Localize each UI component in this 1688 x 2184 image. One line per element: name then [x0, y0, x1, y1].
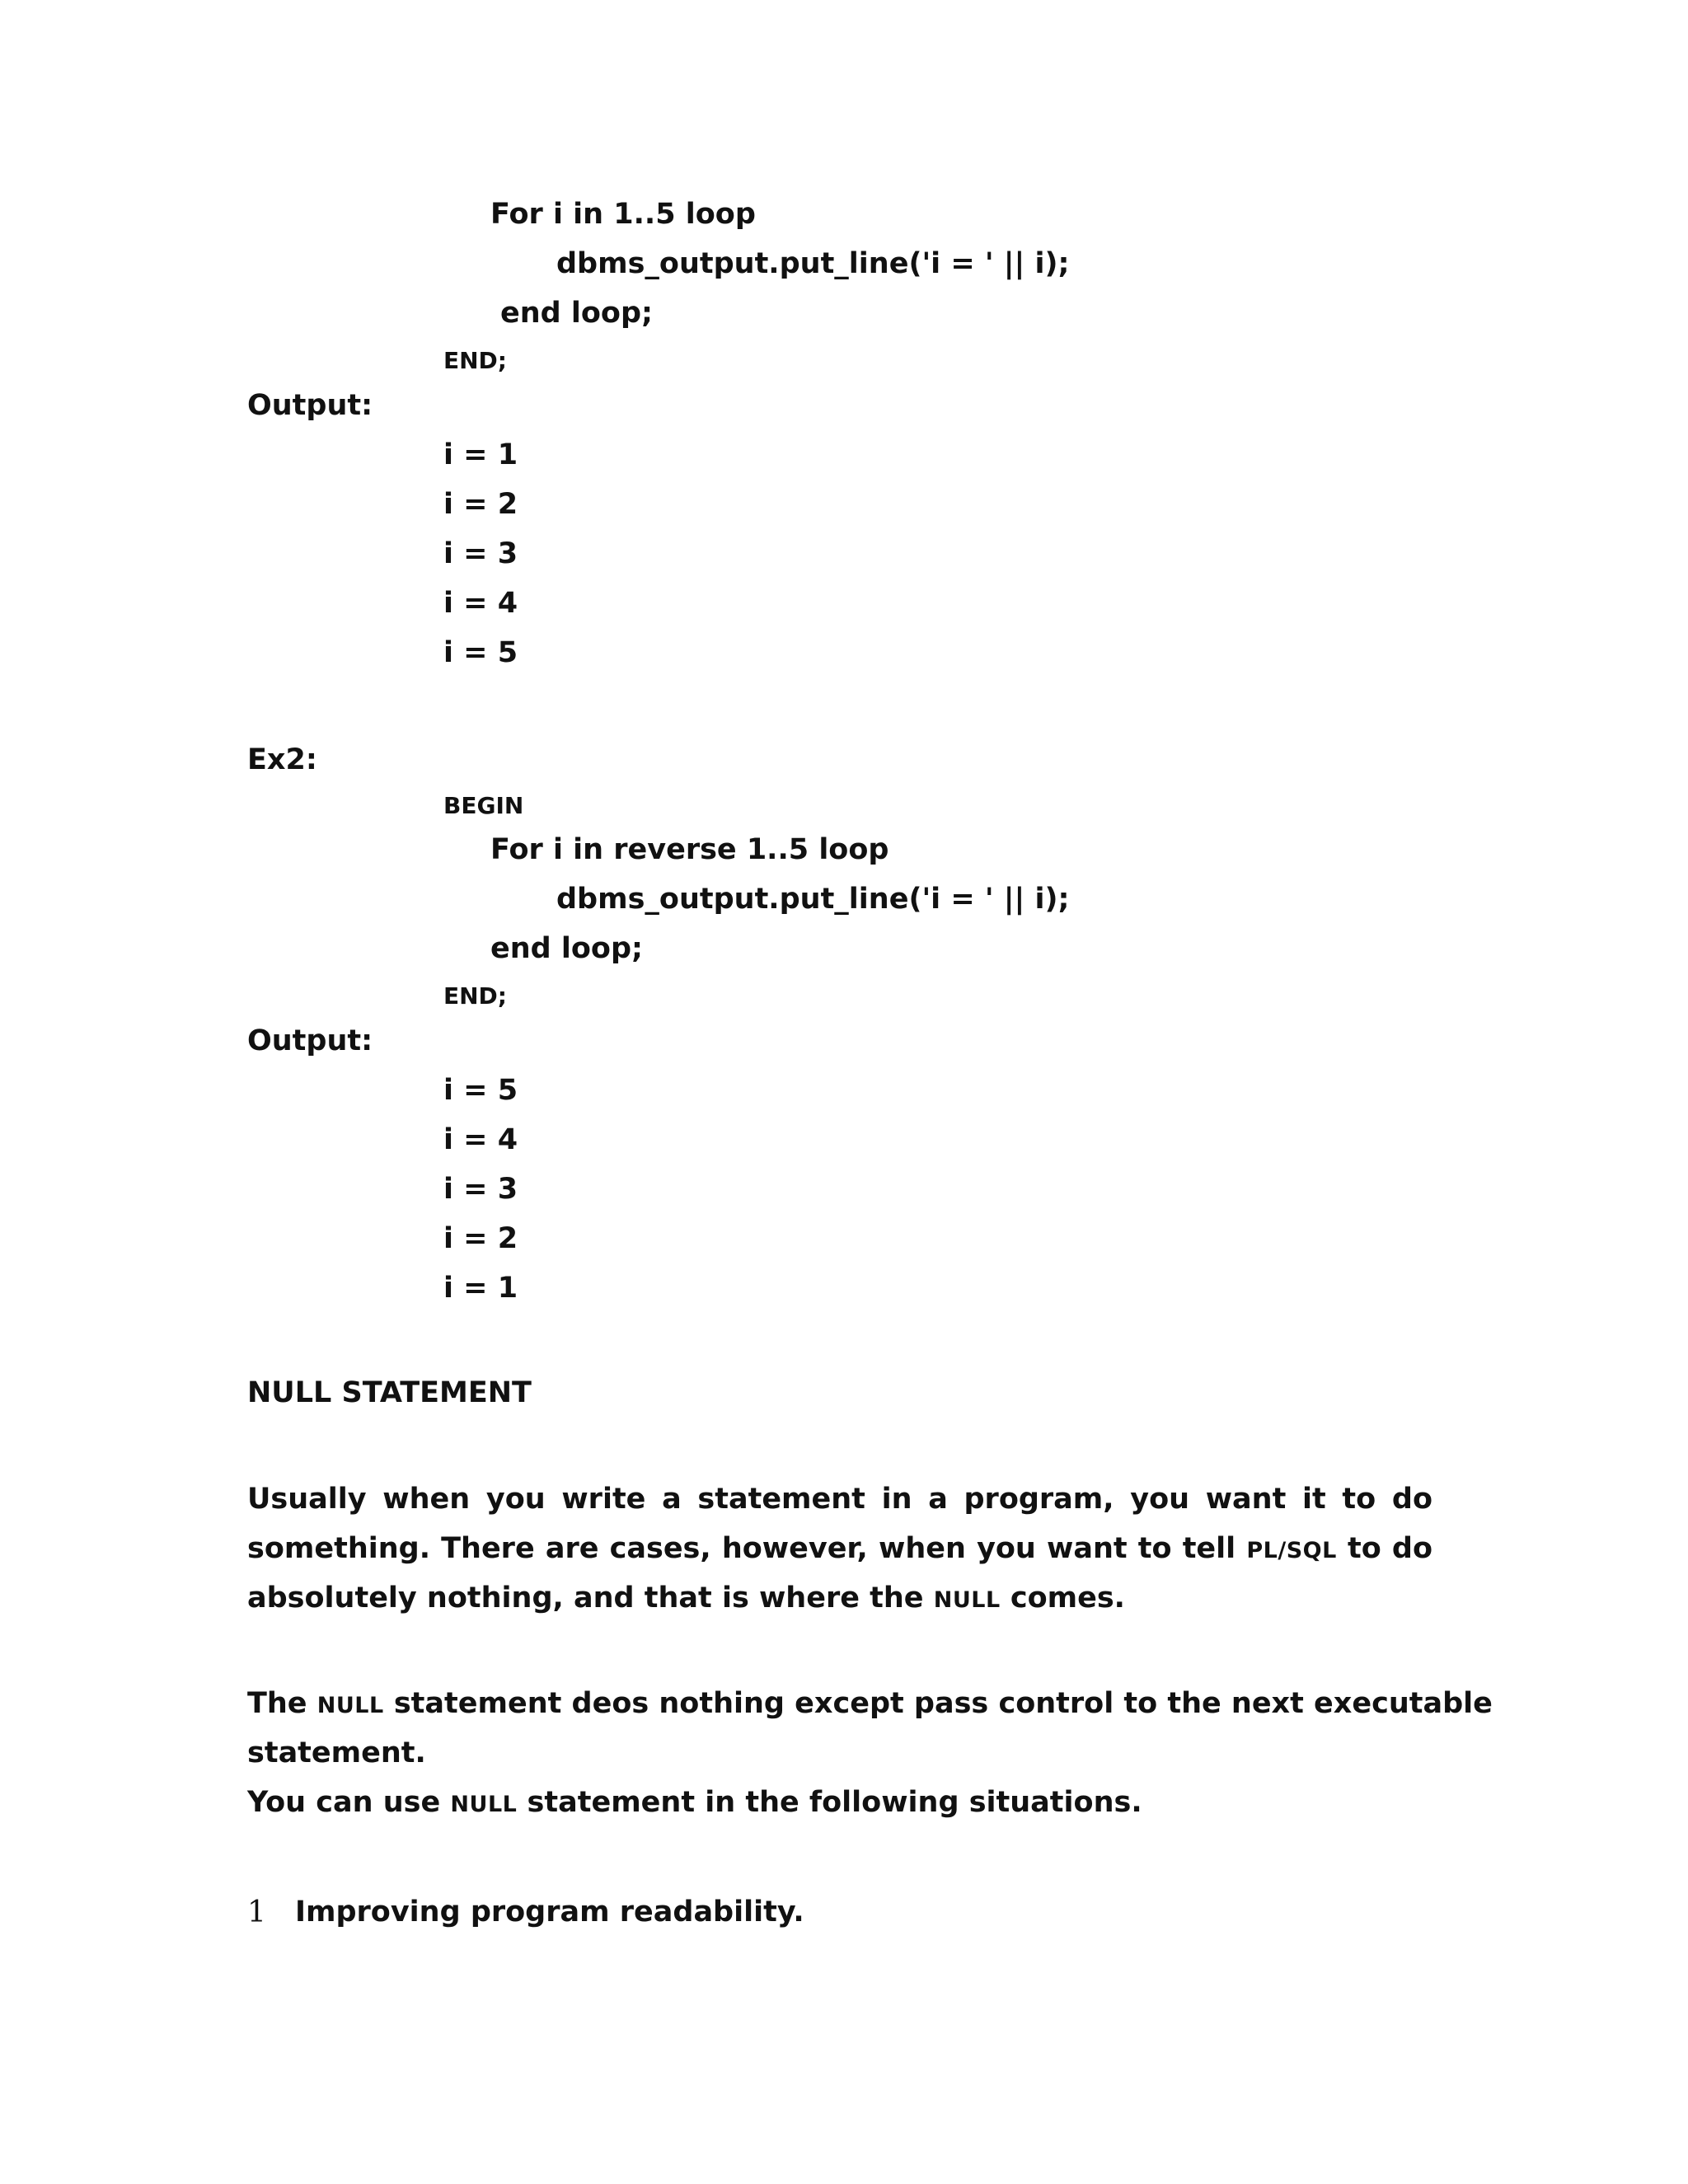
small-caps-term: NULL — [450, 1792, 518, 1817]
output-line: i = 1 — [443, 1272, 518, 1305]
paragraph-text: something. There are cases, however, when you want to tell — [247, 1532, 1236, 1565]
code-line-end-loop: end loop; — [500, 297, 654, 330]
example-label: Ex2: — [247, 743, 317, 776]
code-line-end-loop: end loop; — [490, 932, 644, 965]
code-line-put-line: dbms_output.put_line('i = ' || i); — [556, 883, 1070, 916]
output-label: Output: — [247, 389, 373, 422]
code-line-end: END; — [443, 982, 507, 1010]
paragraph-text: to do — [1347, 1532, 1433, 1565]
paragraph-line — [247, 1687, 1493, 1720]
paragraph-line: statement. — [247, 1736, 426, 1769]
paragraph-text: statement in the following situations. — [527, 1786, 1142, 1819]
output-line: i = 4 — [443, 587, 518, 620]
small-caps-term: NULL — [316, 1693, 384, 1718]
paragraph-line: Usually when you write a statement in a program, you want it to do — [247, 1483, 1432, 1516]
output-label: Output: — [247, 1024, 373, 1057]
code-line-put-line: dbms_output.put_line('i = ' || i); — [556, 247, 1070, 280]
output-line: i = 2 — [443, 1222, 518, 1255]
code-line-for: For i in 1..5 loop — [490, 198, 756, 231]
output-line: i = 3 — [443, 537, 518, 570]
paragraph-text: comes. — [1010, 1582, 1125, 1615]
paragraph-text: statement deos nothing except pass control to the next executable — [393, 1687, 1493, 1720]
output-line: i = 5 — [443, 636, 518, 669]
paragraph-text: The — [247, 1687, 307, 1720]
output-line: i = 4 — [443, 1123, 518, 1156]
output-line: i = 2 — [443, 488, 518, 521]
small-caps-term: NULL — [933, 1587, 1001, 1613]
code-line-begin: BEGIN — [443, 792, 524, 819]
code-line-end: END; — [443, 347, 507, 374]
paragraph-line — [247, 1788, 1142, 1817]
output-line: i = 3 — [443, 1173, 518, 1206]
output-line: i = 1 — [443, 438, 518, 471]
paragraph-text: absolutely nothing, and that is where the — [247, 1582, 924, 1615]
paragraph-line — [247, 1584, 1125, 1613]
paragraph-line — [247, 1532, 1433, 1565]
section-heading: NULL STATEMENT — [247, 1376, 532, 1409]
output-line: i = 5 — [443, 1074, 518, 1107]
code-line-for: For i in reverse 1..5 loop — [490, 833, 889, 866]
small-caps-term: PL/SQL — [1246, 1538, 1337, 1563]
paragraph-text: You can use — [247, 1786, 441, 1819]
list-item-text: Improving program readability. — [295, 1896, 804, 1929]
list-item-number: 1 — [247, 1896, 266, 1929]
